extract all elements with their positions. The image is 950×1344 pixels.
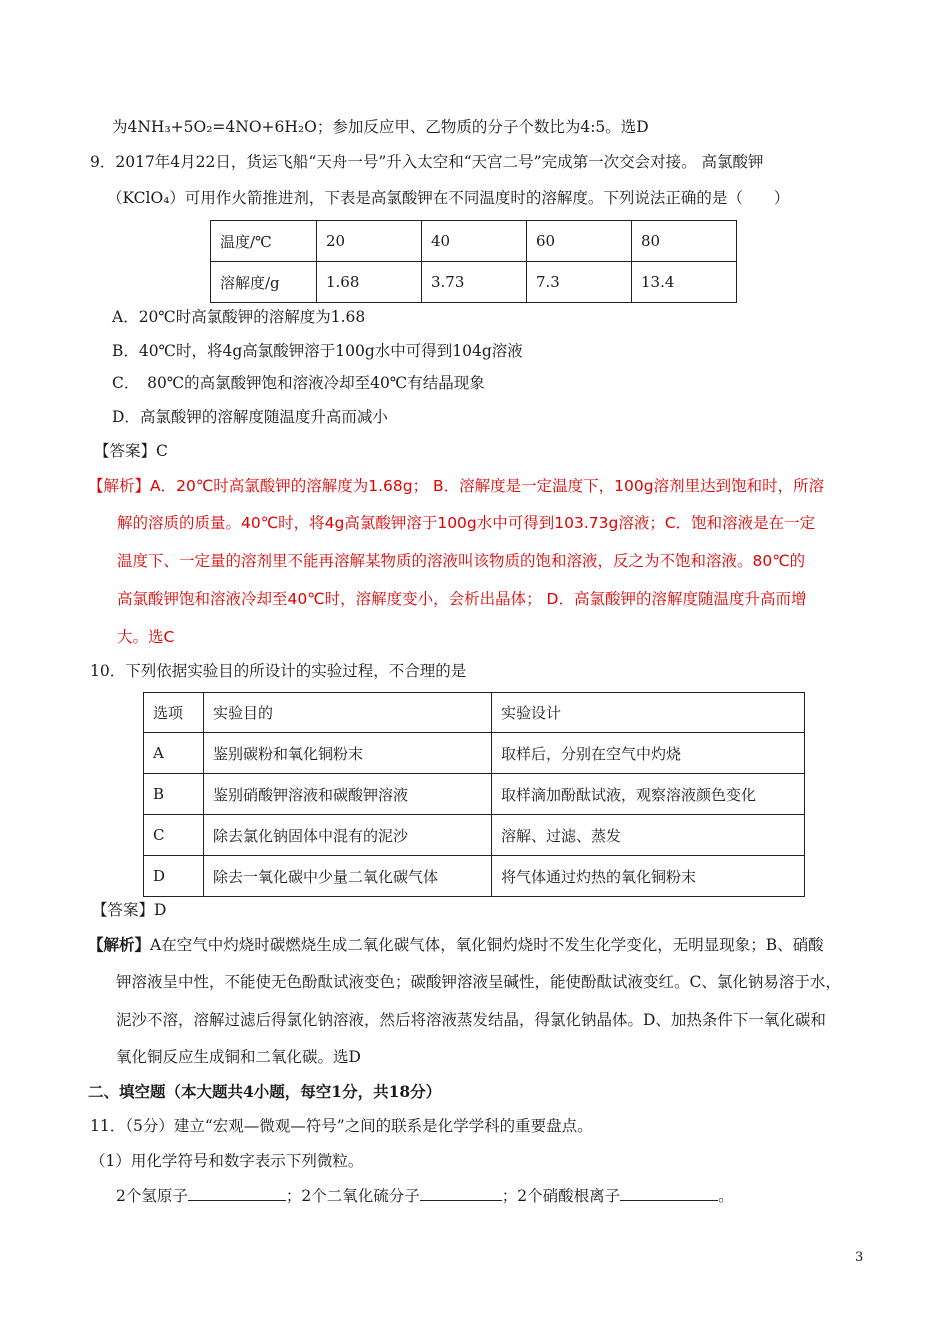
prev-answer-line: 为4NH₃+5O₂=4NO+6H₂O；参加反应甲、乙物质的分子个数比为4:5。选D	[112, 118, 649, 136]
table-cell: 除去一氧化碳中少量二氧化碳气体	[204, 856, 492, 897]
q9-solubility-table	[210, 220, 737, 303]
q10-analysis-line3: 泥沙不溶，溶解过滤后得氯化钠溶液，然后将溶液蒸发结晶，得氯化钠晶体。D、加热条件下一氧化碳和	[116, 1011, 826, 1029]
table-cell: 鉴别碳粉和氧化铜粉末	[204, 733, 492, 774]
q9-analysis-line1: 【解析】A．20℃时高氯酸钾的溶解度为1.68g； B．溶解度是一定温度下，100g溶剂里达到饱和时，所溶	[88, 477, 825, 495]
q9-answer: 【答案】C	[94, 442, 168, 460]
analysis-text: A在空气中灼烧时碳燃烧生成二氧化碳气体，氧化铜灼烧时不发生化学变化，无明显现象；B、硝酸	[150, 936, 824, 954]
fill-label: 2个二氧化硫分子	[301, 1187, 420, 1205]
table-row	[144, 774, 805, 815]
q11-sub1: （1）用化学符号和数字表示下列微粒。	[90, 1152, 364, 1170]
q10-analysis-line2: 钾溶液呈中性，不能使无色酚酞试液变色；碳酸钾溶液呈碱性，能使酚酞试液变红。C、氯化钠易溶于水，	[116, 973, 841, 991]
table-cell: C	[144, 815, 204, 856]
fill-label: 2个硝酸根离子	[517, 1187, 621, 1205]
table-row	[144, 693, 805, 733]
q9-analysis-line4: 高氯酸钾饱和溶液冷却至40℃时，溶解度变小，会析出晶体； D．高氯酸钾的溶解度随温度升高而增	[117, 590, 807, 608]
q9-analysis-line3: 温度下、一定量的溶剂里不能再溶解某物质的溶液叫该物质的饱和溶液，反之为不饱和溶液。80℃的	[117, 552, 806, 570]
separator: ；	[285, 1187, 302, 1205]
table-header-cell: 选项	[144, 693, 204, 733]
analysis-label: 【解析】	[88, 935, 151, 954]
table-row	[144, 856, 805, 897]
q9-option-d: D．高氯酸钾的溶解度随温度升高而减小	[112, 408, 388, 426]
table-cell: 鉴别硝酸钾溶液和碳酸钾溶液	[204, 774, 492, 815]
fill-label: 2个氢原子	[116, 1187, 188, 1205]
table-cell: 溶解、过滤、蒸发	[492, 815, 805, 856]
q9-option-a: A．20℃时高氯酸钾的溶解度为1.68	[112, 308, 366, 326]
table-row	[211, 221, 737, 262]
q9-option-c: C． 80℃的高氯酸钾饱和溶液冷却至40℃有结晶现象	[112, 374, 485, 392]
answer-blank[interactable]	[188, 1184, 286, 1201]
table-cell: 1.68	[317, 262, 422, 303]
table-cell: 取样后，分别在空气中灼烧	[492, 733, 805, 774]
table-header-cell: 实验设计	[492, 693, 805, 733]
q9-analysis-line5: 大。选C	[117, 628, 175, 646]
table-cell: 将气体通过灼热的氧化铜粉末	[492, 856, 805, 897]
answer-blank[interactable]	[420, 1184, 502, 1201]
table-cell: 20	[317, 221, 422, 262]
q9-option-b: B．40℃时，将4g高氯酸钾溶于100g水中可得到104g溶液	[112, 342, 523, 360]
q9-analysis-line2: 解的溶质的质量。40℃时，将4g高氯酸钾溶于100g水中可得到103.73g溶液；C．饱和溶液是在一定	[117, 514, 816, 532]
q10-stem: 10．下列依据实验目的所设计的实验过程，不合理的是	[90, 662, 467, 680]
table-cell: 40	[422, 221, 527, 262]
table-header-cell: 实验目的	[204, 693, 492, 733]
table-cell: 除去氯化钠固体中混有的泥沙	[204, 815, 492, 856]
table-cell: 80	[632, 221, 737, 262]
q10-analysis-line1	[88, 934, 824, 956]
table-cell: A	[144, 733, 204, 774]
table-cell: 13.4	[632, 262, 737, 303]
q9-stem-line1: 9．2017年4月22日，货运飞船“天舟一号”升入太空和“天宫二号”完成第一次交会对接。 高氯酸钾	[90, 153, 764, 171]
line-end: 。	[718, 1187, 734, 1205]
section-title: 二、填空题（本大题共4小题，每空1分，共18分）	[88, 1082, 442, 1101]
q9-stem-line2: （KClO₄）可用作火箭推进剂，下表是高氯酸钾在不同温度时的溶解度。下列说法正确的是（ ）	[107, 189, 790, 207]
page-number: 3	[855, 1250, 864, 1265]
table-cell: 60	[527, 221, 632, 262]
answer-blank[interactable]	[620, 1184, 718, 1201]
table-cell: 溶解度/g	[211, 262, 317, 303]
q10-answer: 【答案】D	[92, 901, 167, 919]
q10-experiment-table	[143, 692, 805, 897]
table-cell: 7.3	[527, 262, 632, 303]
q11-stem: 11．（5分）建立“宏观—微观—符号”之间的联系是化学学科的重要盘点。	[90, 1117, 593, 1135]
table-cell: 3.73	[422, 262, 527, 303]
table-cell: 取样滴加酚酞试液，观察溶液颜色变化	[492, 774, 805, 815]
table-cell: 温度/℃	[211, 221, 317, 262]
q10-analysis-line4: 氧化铜反应生成铜和二氧化碳。选D	[116, 1048, 361, 1066]
table-row	[211, 262, 737, 303]
table-row	[144, 815, 805, 856]
table-cell: B	[144, 774, 204, 815]
table-row	[144, 733, 805, 774]
separator: ；	[501, 1187, 518, 1205]
table-cell: D	[144, 856, 204, 897]
q11-fill-line	[116, 1184, 734, 1207]
